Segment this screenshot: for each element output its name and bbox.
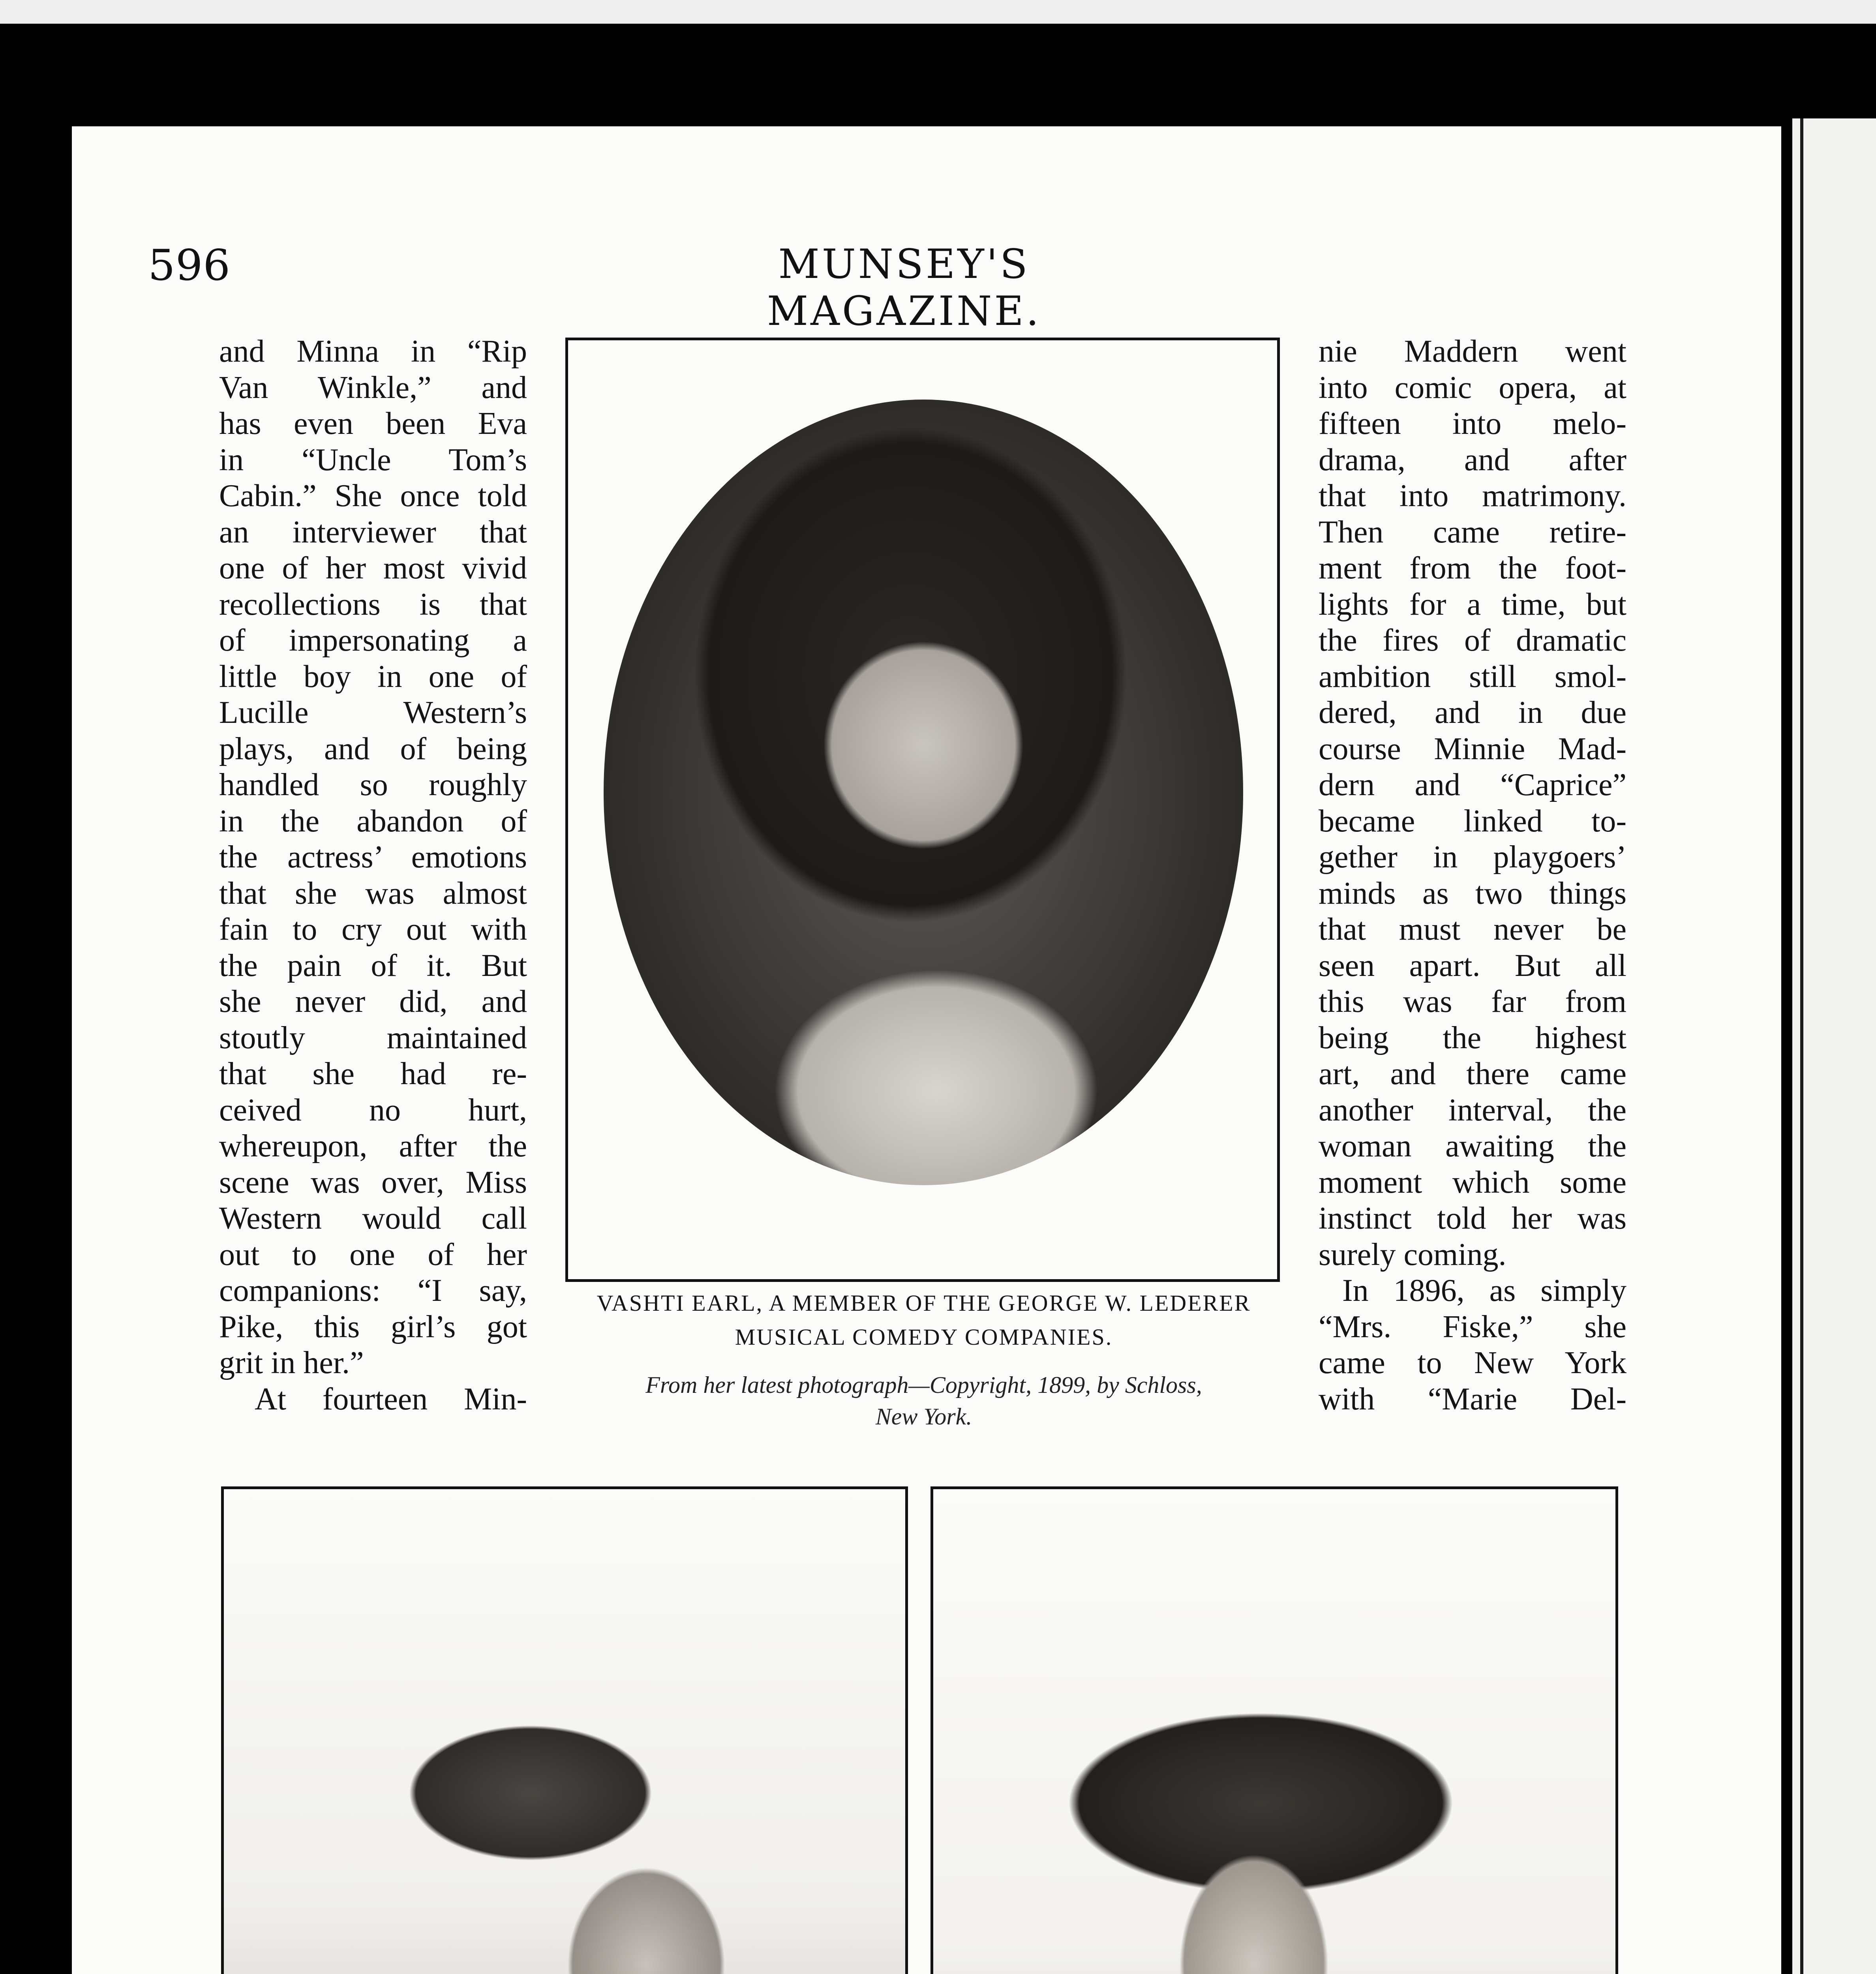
text-line: Van Winkle,” and [219, 370, 527, 405]
portrait-photo-joseph-sheehan [224, 1489, 905, 1974]
text-line: stoutly maintained [219, 1020, 527, 1055]
portrait-frame-vashti-earl [565, 338, 1280, 1282]
text-line: In 1896, as simply [1342, 1273, 1626, 1308]
text-line: ment from the foot- [1319, 551, 1626, 585]
text-line: in the abandon of [219, 803, 527, 839]
text-line: moment which some [1319, 1165, 1626, 1200]
text-line: with “Marie Del- [1319, 1381, 1626, 1417]
right-text-column [1319, 334, 1626, 1417]
page-gutter-shadow [1800, 118, 1803, 1974]
text-line: she never did, and [219, 984, 527, 1019]
text-line: this was far from [1319, 984, 1626, 1019]
text-line: handled so roughly [219, 767, 527, 802]
previous-page-edge [0, 0, 1876, 24]
text-line: that she was almost [219, 876, 527, 911]
text-line: woman awaiting the [1319, 1129, 1626, 1163]
text-line: Pike, this girl’s got [219, 1309, 527, 1344]
caption-line: VASHTI EARL, A MEMBER OF THE GEORGE W. LEDERER [597, 1290, 1251, 1316]
text-line: recollections is that [219, 587, 527, 622]
text-line: course Minnie Mad- [1319, 731, 1626, 766]
text-line: art, and there came [1319, 1056, 1626, 1091]
text-line: Western would call [219, 1201, 527, 1236]
text-line: of impersonating a [219, 623, 527, 658]
text-line: fain to cry out with [219, 912, 527, 947]
text-line: plays, and of being [219, 731, 527, 766]
text-line: drama, and after [1319, 442, 1626, 477]
text-line: Cabin.” She once told [219, 478, 527, 513]
text-line: dered, and in due [1319, 695, 1626, 730]
text-line: ambition still smol- [1319, 659, 1626, 694]
text-line: being the highest [1319, 1020, 1626, 1055]
credit-line: New York. [875, 1404, 972, 1430]
caption-vashti-earl [557, 1286, 1291, 1354]
text-line: dern and “Caprice” [1319, 767, 1626, 802]
text-line: out to one of her [219, 1237, 527, 1272]
text-line: the fires of dramatic [1319, 623, 1626, 658]
text-line: minds as two things [1319, 876, 1626, 911]
page-number: 596 [148, 241, 231, 290]
text-line: grit in her.” [219, 1345, 364, 1380]
text-line: ceived no hurt, [219, 1092, 527, 1128]
next-page-edge [1792, 118, 1876, 1974]
text-line: has even been Eva [219, 406, 527, 441]
text-line: into comic opera, at [1319, 370, 1626, 405]
running-head: MUNSEY'S MAGAZINE. [767, 241, 1041, 335]
text-line: became linked to- [1319, 803, 1626, 839]
text-line: Lucille Western’s [219, 695, 527, 730]
text-line: companions: “I say, [219, 1273, 527, 1308]
text-line: “Mrs. Fiske,” she [1319, 1309, 1626, 1344]
text-line: the pain of it. But [219, 948, 527, 983]
text-line: that must never be [1319, 912, 1626, 947]
text-line: whereupon, after the [219, 1129, 527, 1163]
text-line: in “Uncle Tom’s [219, 442, 527, 477]
text-line: that into matrimony. [1319, 478, 1626, 513]
left-text-column [219, 334, 527, 1417]
text-line: lights for a time, but [1319, 587, 1626, 622]
text-line: one of her most vivid [219, 551, 527, 585]
caption-line: MUSICAL COMEDY COMPANIES. [735, 1324, 1113, 1350]
text-line: little boy in one of [219, 659, 527, 694]
photo-credit-vashti-earl [557, 1369, 1291, 1432]
text-line: At fourteen Min- [255, 1381, 527, 1417]
text-line: fifteen into melo- [1319, 406, 1626, 441]
portrait-frame-joseph-sheehan [221, 1486, 908, 1974]
portrait-photo-vashti-earl [604, 400, 1243, 1185]
credit-line: From her latest photograph—Copyright, 1899, by Schloss, [645, 1372, 1202, 1398]
text-line: seen apart. But all [1319, 948, 1626, 983]
text-line: and Minna in “Rip [219, 334, 527, 369]
portrait-frame-harry-luckstone [930, 1486, 1618, 1974]
portrait-photo-harry-luckstone [933, 1489, 1615, 1974]
text-line: an interviewer that [219, 514, 527, 550]
text-line: gether in playgoers’ [1319, 840, 1626, 874]
text-line: another interval, the [1319, 1092, 1626, 1128]
text-line: nie Maddern went [1319, 334, 1626, 369]
text-line: that she had re- [219, 1056, 527, 1091]
text-line: Then came retire- [1319, 514, 1626, 550]
text-line: scene was over, Miss [219, 1165, 527, 1200]
text-line: surely coming. [1319, 1237, 1506, 1272]
text-line: instinct told her was [1319, 1201, 1626, 1236]
text-line: the actress’ emotions [219, 840, 527, 874]
text-line: came to New York [1319, 1345, 1626, 1380]
